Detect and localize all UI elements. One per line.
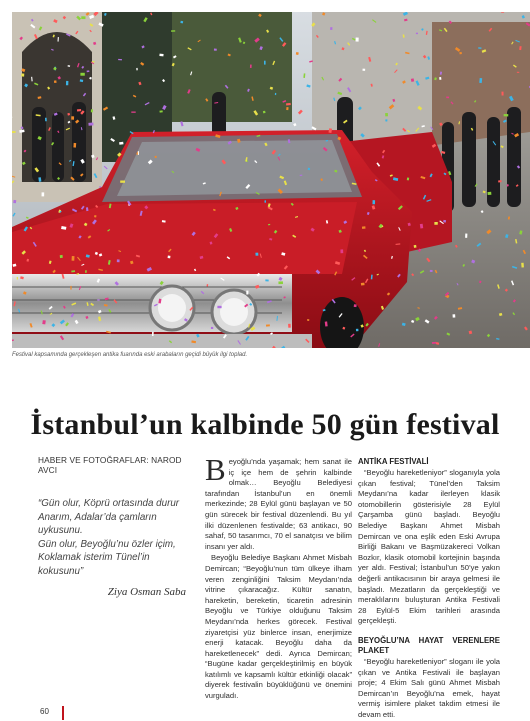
quote-line: “Gün olur, Köprü ortasında durur <box>38 498 180 509</box>
section-heading: ANTİKA FESTİVALİ <box>358 457 429 466</box>
quote-line: Koklamak isterim Tünel’in <box>38 552 150 564</box>
poem-quote <box>38 497 190 579</box>
confetti-piece <box>217 306 221 308</box>
confetti-piece <box>77 109 81 111</box>
confetti-piece <box>42 320 46 324</box>
quote-line: kokusunu” <box>38 565 84 577</box>
confetti-piece <box>255 253 258 256</box>
confetti-piece <box>168 256 171 259</box>
body-paragraph: “Beyoğlu hareketleniyor” sloganıyla yola çıkan festival; Tünel’den Taksim Meydanı’na kadar ilerleyen klasik otomobillerin gösterisiyle 28 Eylül Çarşamba günü başladı. Beyoğlu Belediye Başkanı Ahmet Misbah Demircan ve ona eşlik eden Eski Avrupa Birliği Bakanı ve Başmüzakereci Volkan Bozkır, klasik otomobil kortejinin başında yer aldı. Festival; İstanbul’un 50’ye yakın değerli antikacısının bir araya gelmesi ile başladı. Mezatların da gerçekleştiği ve meraklılarını buluşturan Antika Festivali 28 Eylül-5 Ekim tarihleri arasında gerçekleşti. <box>358 468 500 626</box>
article-column-3 <box>358 457 500 721</box>
confetti-piece <box>21 73 24 76</box>
confetti-piece <box>264 61 266 65</box>
confetti-piece <box>80 73 84 76</box>
confetti-piece <box>94 215 96 217</box>
confetti-piece <box>131 112 135 113</box>
confetti-piece <box>286 107 288 110</box>
confetti-piece <box>136 68 137 70</box>
confetti-piece <box>487 192 491 195</box>
drop-cap: B <box>205 452 226 487</box>
sidebar-column <box>38 455 190 598</box>
confetti-piece <box>99 186 101 187</box>
confetti-piece <box>264 200 266 202</box>
confetti-piece <box>519 46 521 50</box>
confetti-piece <box>88 123 93 126</box>
confetti-piece <box>361 283 365 286</box>
confetti-piece <box>275 93 276 95</box>
confetti-piece <box>362 226 366 229</box>
confetti-piece <box>54 80 57 83</box>
confetti-piece <box>478 47 481 49</box>
confetti-piece <box>180 21 183 24</box>
confetti-piece <box>356 329 359 332</box>
confetti-piece <box>453 314 456 317</box>
confetti-piece <box>214 49 217 51</box>
intro-text: eyoğlu’nda yaşamak; hem sanat ile iç içe hem de şehrin kalbinde olmak… Beyoğlu Belediyesi tarafından İstanbul’un en önemli merkezinde; 28 Eylül günü başlayan ve 50 gün sürecek bir festival düzenlendi. Bu yıl ilki düzenlenen festivalde; 63 antikacı, 90 sahaf, 50 tasarımcı, 70 el sanatçısı ve bilim insanı yer aldı. <box>205 457 352 551</box>
confetti-piece <box>356 37 359 41</box>
quote-line: uykusunu. <box>38 525 83 537</box>
footer-accent-line <box>62 706 64 720</box>
confetti-piece <box>296 52 299 55</box>
confetti-piece <box>72 256 75 261</box>
confetti-piece <box>517 72 519 73</box>
confetti-piece <box>411 78 414 81</box>
confetti-piece <box>407 177 409 180</box>
confetti-piece <box>521 263 524 268</box>
confetti-piece <box>85 270 87 273</box>
confetti-piece <box>498 180 501 182</box>
confetti-piece <box>66 81 68 85</box>
confetti-piece <box>117 259 120 262</box>
article-column-2 <box>205 452 352 703</box>
confetti-piece <box>479 78 482 83</box>
confetti-piece <box>385 119 387 121</box>
confetti-piece <box>91 109 93 112</box>
confetti-piece <box>362 69 365 71</box>
byline: HABER VE FOTOĞRAFLAR: NAROD AVCI <box>38 455 182 475</box>
confetti-piece <box>42 192 45 196</box>
confetti-piece <box>120 181 125 183</box>
confetti-piece <box>263 111 266 114</box>
confetti-piece <box>60 255 63 258</box>
confetti-piece <box>439 77 441 80</box>
body-paragraph: Beyoğlu Belediye Başkanı Ahmet Misbah Demircan; “Beyoğlu’nun tüm ülkeye ilham veren zenginliğini Taksim Meydanı’nda vitrine çıkaracağız. Kültür sanatın, hareketin, bereketin, ticaretin adresinin Beyoğlu ve Türkiye olduğunu Taksim Meydanı’nda herkes görecek. Festival ziyaretçisi yüz binlerce insan, enerjimize enerji katacak. Beyoğlu daha da hareketlenecek” dedi. Ayrıca Demircan; “Bugüne kadar gerçekleştirilmiş en büyük katılımlı ve kapsamlı kültür etkinliği olacak” diyerek festivalin büyüklüğünü ve önemini vurguladı. <box>205 553 352 701</box>
confetti-piece <box>385 113 388 116</box>
section-heading: BEYOĞLU’NA HAYAT VERENLERE PLAKET <box>358 635 500 655</box>
confetti-piece <box>71 270 75 272</box>
confetti-piece <box>159 54 163 57</box>
confetti-piece <box>81 16 85 19</box>
confetti-piece <box>443 220 446 223</box>
confetti-piece <box>70 286 71 290</box>
confetti-piece <box>13 200 16 203</box>
confetti-piece <box>207 284 209 286</box>
confetti-piece <box>86 207 89 211</box>
confetti-piece <box>354 304 357 307</box>
confetti-piece <box>504 114 509 116</box>
confetti-piece <box>434 222 437 225</box>
confetti-piece <box>17 277 18 280</box>
confetti-piece <box>502 92 504 96</box>
confetti-piece <box>459 52 462 54</box>
confetti-piece <box>330 27 332 30</box>
confetti-piece <box>372 200 375 204</box>
quote-line: Anarım, Adalar’da çamların <box>38 511 157 523</box>
hero-photo <box>12 12 530 348</box>
confetti-piece <box>266 324 270 326</box>
confetti-piece <box>278 281 283 284</box>
confetti-piece <box>12 131 16 133</box>
confetti-piece <box>340 249 343 253</box>
confetti-piece <box>152 332 154 336</box>
confetti-piece <box>45 118 47 122</box>
quote-line: Gün olur, Beyoğlu’nu özler içim, <box>38 538 176 550</box>
confetti-piece <box>155 156 157 158</box>
body-paragraph: “Beyoğlu hareketleniyor” sloganı ile yola çıkan ve Antika Festivali ile başlayan proje; 4 Ekim Salı günü Ahmet Misbah Demircan’ın Beyoğlu’na emek, hayat vermiş isimlere plaket takdim etmesi ile devam etti. <box>358 656 500 719</box>
confetti-piece <box>71 116 74 119</box>
page-title: İstanbul’un kalbinde 50 gün festival <box>30 408 500 442</box>
confetti-piece <box>430 270 433 272</box>
confetti-piece <box>288 324 291 328</box>
confetti-piece <box>265 279 268 281</box>
page-number: 60 <box>40 707 49 716</box>
confetti-piece <box>465 233 467 237</box>
photo-caption: Festival kapsamında gerçekleşen antika fuarında eski arabaların geçidi büyük ilgi toplad. <box>12 352 248 358</box>
confetti-piece <box>171 30 175 32</box>
confetti-piece <box>138 151 139 155</box>
confetti-piece <box>246 291 248 295</box>
confetti-piece <box>432 342 436 344</box>
confetti-piece <box>211 327 213 329</box>
quote-author: Ziya Osman Saba <box>107 585 186 598</box>
intro-paragraph <box>205 452 352 552</box>
confetti-piece <box>250 65 252 68</box>
confetti-piece <box>97 299 99 300</box>
confetti-piece <box>416 33 418 34</box>
confetti-piece <box>73 143 76 148</box>
confetti-piece <box>414 245 417 248</box>
confetti-piece <box>446 97 449 99</box>
classic-car-parade-image <box>12 12 530 348</box>
